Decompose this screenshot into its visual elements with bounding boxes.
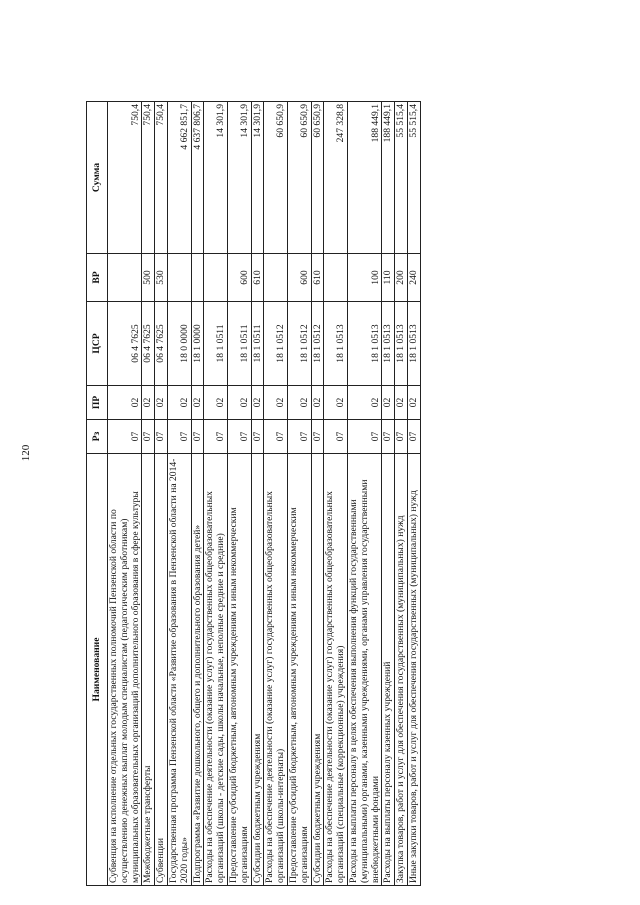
cell-csr: 18 1 0511 (204, 302, 228, 386)
cell-csr: 18 1 0513 (395, 302, 408, 386)
cell-pr: 02 (142, 386, 155, 420)
table-row (382, 102, 395, 886)
cell-name: Межбюджетные трансферты (142, 454, 155, 886)
cell-vr: 110 (382, 254, 395, 302)
table-row (407, 102, 420, 886)
table-row (191, 102, 204, 886)
cell-csr: 18 1 0513 (407, 302, 420, 386)
cell-name: Государственная программа Пензенской области «Развитие образования в Пензенской области на 2014-2020 годы» (167, 454, 191, 886)
cell-pr: 02 (287, 386, 311, 420)
cell-csr: 18 0 0000 (167, 302, 191, 386)
table-row (324, 102, 348, 886)
cell-pr: 02 (155, 386, 168, 420)
cell-vr: 530 (155, 254, 168, 302)
cell-pr: 02 (108, 386, 142, 420)
cell-sum: 4 662 851,7 (167, 102, 191, 254)
table-row (227, 102, 251, 886)
cell-sum: 60 650,9 (311, 102, 324, 254)
cell-sum: 14 301,9 (251, 102, 264, 254)
table-header-row (87, 102, 108, 886)
cell-name: Подпрограмма «Развитие дошкольного, общего и дополнительного образования детей» (191, 454, 204, 886)
cell-sum: 14 301,9 (227, 102, 251, 254)
table-row (142, 102, 155, 886)
cell-csr: 06 4 7625 (155, 302, 168, 386)
cell-vr: 610 (251, 254, 264, 302)
cell-sum: 750,4 (108, 102, 142, 254)
table-row (167, 102, 191, 886)
cell-csr: 18 1 0512 (264, 302, 288, 386)
table-body (108, 102, 421, 886)
header-vr: ВР (87, 254, 108, 302)
cell-rz: 07 (142, 420, 155, 454)
cell-sum: 60 650,9 (264, 102, 288, 254)
cell-name: Расходы на выплаты персоналу казенных учреждений (382, 454, 395, 886)
cell-name: Иные закупки товаров, работ и услуг для обеспечения государственных (муниципальных) нужд (407, 454, 420, 886)
cell-name: Расходы на обеспечение деятельности (оказание услуг) государственных общеобразовательных организаций (школы - детские сады, школы начальные, неполные средние и средние) (204, 454, 228, 886)
table-row (264, 102, 288, 886)
cell-rz: 07 (382, 420, 395, 454)
cell-vr (264, 254, 288, 302)
cell-pr: 02 (167, 386, 191, 420)
cell-rz: 07 (264, 420, 288, 454)
table-row (395, 102, 408, 886)
cell-name: Предоставление субсидий бюджетным, автономным учреждениям и иным некоммерческим организациям (227, 454, 251, 886)
cell-vr (191, 254, 204, 302)
cell-name: Субсидии бюджетным учреждениям (251, 454, 264, 886)
table-row (108, 102, 142, 886)
cell-csr: 06 4 7625 (142, 302, 155, 386)
cell-name: Расходы на обеспечение деятельности (оказание услуг) государственных общеобразовательных организаций (специальные (коррекционные) учреждения) (324, 454, 348, 886)
cell-pr: 02 (395, 386, 408, 420)
cell-sum: 55 515,4 (407, 102, 420, 254)
cell-sum: 4 637 806,7 (191, 102, 204, 254)
cell-pr: 02 (407, 386, 420, 420)
cell-name: Расходы на выплаты персоналу в целях обеспечения выполнения функций государственными (муниципальными) органами, казенными учреждениями, органами управления государственными внебюджетными фондами (347, 454, 381, 886)
cell-csr: 18 1 0513 (347, 302, 381, 386)
cell-vr (108, 254, 142, 302)
header-csr: ЦСР (87, 302, 108, 386)
cell-rz: 07 (204, 420, 228, 454)
cell-vr: 600 (287, 254, 311, 302)
cell-rz: 07 (251, 420, 264, 454)
cell-name: Закупка товаров, работ и услуг для обеспечения государственных (муниципальных) нужд (395, 454, 408, 886)
cell-sum: 188 449,1 (347, 102, 381, 254)
cell-pr: 02 (191, 386, 204, 420)
cell-sum: 14 301,9 (204, 102, 228, 254)
table-row (204, 102, 228, 886)
table-row (287, 102, 311, 886)
rotated-table-wrapper (86, 102, 554, 886)
cell-csr: 18 1 0511 (251, 302, 264, 386)
cell-name: Субвенция на исполнение отдельных государственных полномочий Пензенской области по осуществлению денежных выплат молодым специалистам (педагогическим работникам) муниципальных образовательных организаций дополнительного образования в сфере культуры (108, 454, 142, 886)
cell-rz: 07 (407, 420, 420, 454)
cell-name: Предоставление субсидий бюджетным, автономным учреждениям и иным некоммерческим организациям (287, 454, 311, 886)
header-pr: ПР (87, 386, 108, 420)
cell-pr: 02 (204, 386, 228, 420)
cell-name: Субсидии бюджетным учреждениям (311, 454, 324, 886)
cell-name: Субвенции (155, 454, 168, 886)
cell-csr: 18 1 0512 (287, 302, 311, 386)
cell-csr: 18 1 0512 (311, 302, 324, 386)
cell-csr: 06 4 7625 (108, 302, 142, 386)
cell-sum: 750,4 (155, 102, 168, 254)
cell-rz: 07 (191, 420, 204, 454)
cell-sum: 60 650,9 (287, 102, 311, 254)
cell-rz: 07 (227, 420, 251, 454)
cell-csr: 18 1 0511 (227, 302, 251, 386)
cell-vr: 240 (407, 254, 420, 302)
cell-pr: 02 (227, 386, 251, 420)
cell-vr (167, 254, 191, 302)
cell-vr: 610 (311, 254, 324, 302)
table-row (251, 102, 264, 886)
cell-rz: 07 (287, 420, 311, 454)
cell-rz: 07 (311, 420, 324, 454)
table-row (155, 102, 168, 886)
cell-pr: 02 (324, 386, 348, 420)
table-row (311, 102, 324, 886)
cell-pr: 02 (347, 386, 381, 420)
cell-pr: 02 (311, 386, 324, 420)
cell-rz: 07 (324, 420, 348, 454)
cell-sum: 247 328,8 (324, 102, 348, 254)
cell-vr (204, 254, 228, 302)
header-name: Наименование (87, 454, 108, 886)
cell-sum: 55 515,4 (395, 102, 408, 254)
cell-rz: 07 (395, 420, 408, 454)
page-number: 120 (20, 444, 32, 462)
cell-rz: 07 (347, 420, 381, 454)
cell-csr: 18 1 0000 (191, 302, 204, 386)
cell-vr: 200 (395, 254, 408, 302)
cell-vr: 100 (347, 254, 381, 302)
cell-csr: 18 1 0513 (324, 302, 348, 386)
cell-name: Расходы на обеспечение деятельности (оказание услуг) государственных общеобразовательных организаций (школы-интернаты) (264, 454, 288, 886)
cell-rz: 07 (155, 420, 168, 454)
cell-pr: 02 (251, 386, 264, 420)
budget-table (86, 101, 421, 886)
cell-vr: 600 (227, 254, 251, 302)
cell-vr (324, 254, 348, 302)
cell-rz: 07 (108, 420, 142, 454)
cell-vr: 500 (142, 254, 155, 302)
header-sum: Сумма (87, 102, 108, 254)
header-rz: Рз (87, 420, 108, 454)
cell-sum: 750,4 (142, 102, 155, 254)
cell-sum: 188 449,1 (382, 102, 395, 254)
table-row (347, 102, 381, 886)
cell-pr: 02 (382, 386, 395, 420)
cell-rz: 07 (167, 420, 191, 454)
cell-pr: 02 (264, 386, 288, 420)
cell-csr: 18 1 0513 (382, 302, 395, 386)
